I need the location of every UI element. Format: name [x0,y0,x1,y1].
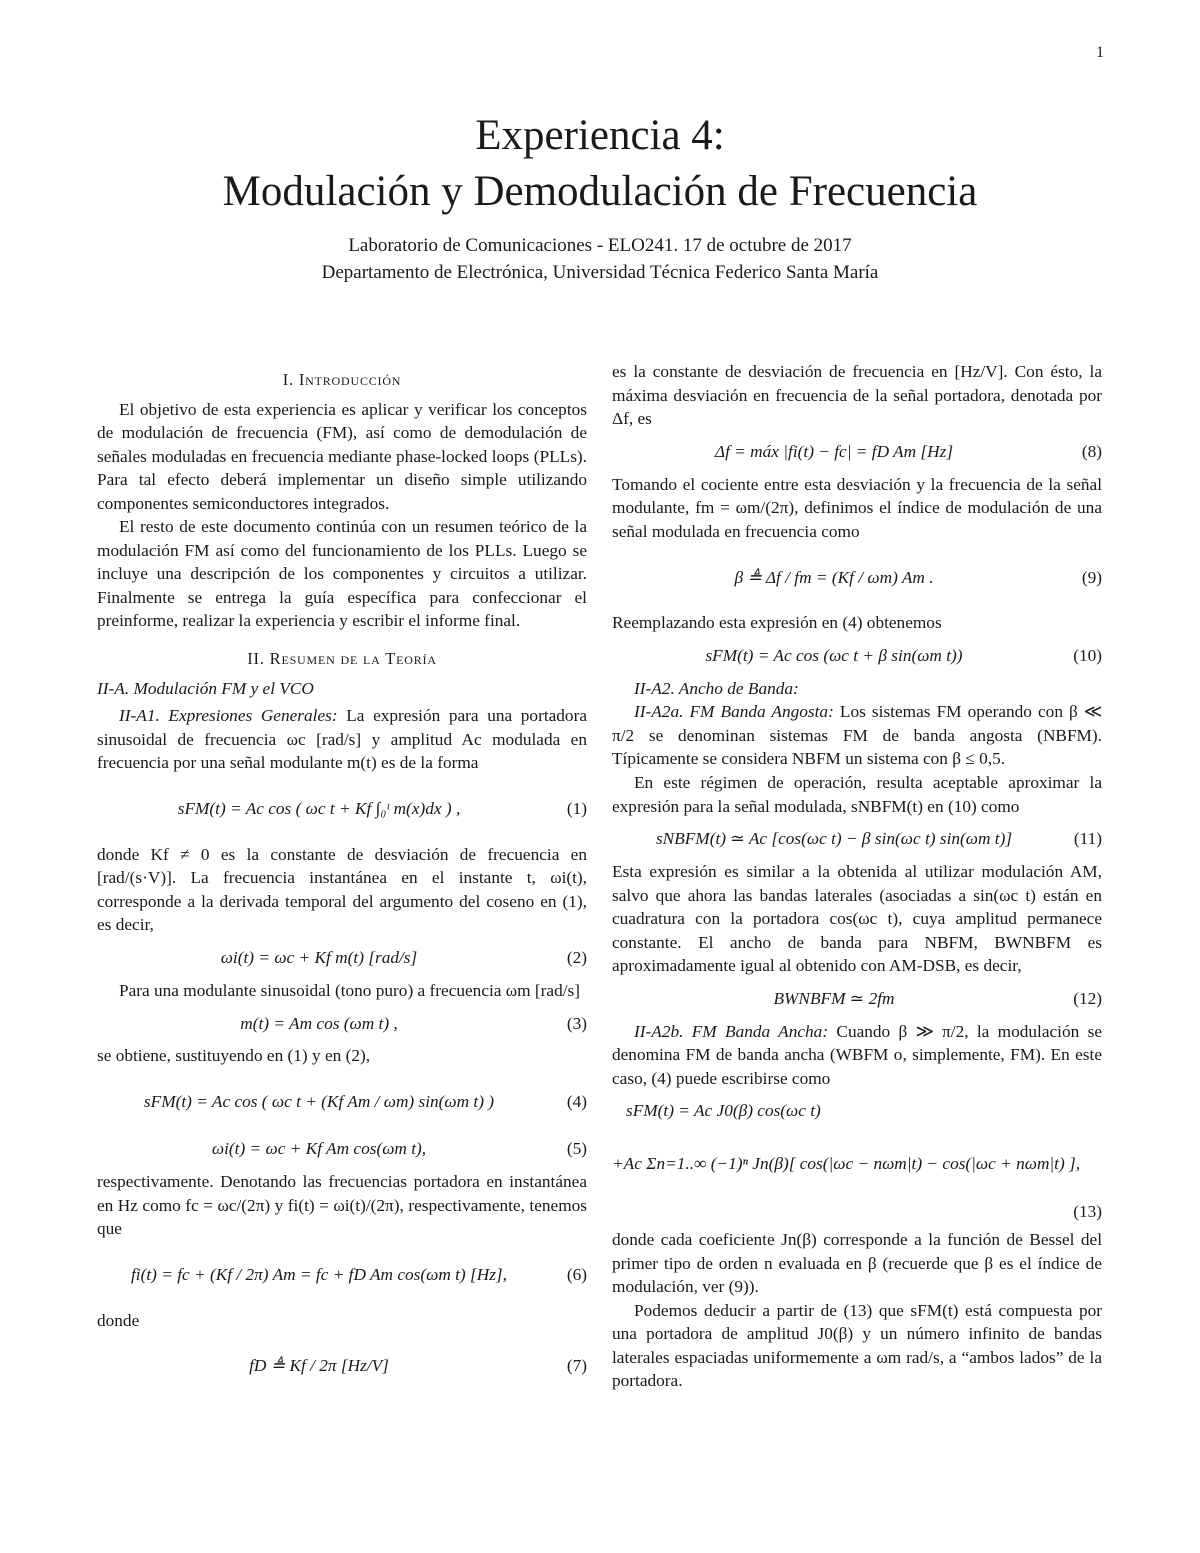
equation-4-body: sFM(t) = Ac cos ( ωc t + (Kf Am / ωm) sin(ωm t) ) [143,1092,495,1112]
equation-4 [97,1076,587,1128]
equation-7 [97,1340,587,1392]
equation-11-number: (11) [1073,829,1102,849]
equation-9-body: β ≜ Δf / fm = (Kf / ωm) Am . [734,567,934,587]
equation-11 [612,826,1102,852]
paragraph-donde: donde [97,1310,140,1330]
subtitle-line-1: Laboratorio de Comunicaciones - ELO241. 17 de octubre de 2017 [348,235,852,256]
paragraph-respectivamente: respectivamente. Denotando las frecuencias portadora en instantánea en Hz como fc = ωc/(2π) y fi(t) = ωi(t)/(2π), respectivamente, tenemos que [97,1172,587,1239]
subtitle-line-2: Departamento de Electrónica, Universidad Técnica Federico Santa María [321,262,879,283]
section-heading-introduccion: I. Introducción [282,370,402,389]
equation-5-number: (5) [566,1139,587,1159]
equation-3 [97,1010,587,1036]
paragraph-bessel: donde cada coeficiente Jn(β) corresponde a la función de Bessel del primer tipo de orden n evaluada en β (recuerde que β es el índice de modulación, ver (9)). [612,1230,1102,1297]
left-column [97,360,587,1400]
paper-subtitle [0,232,1200,286]
equation-12 [612,986,1102,1012]
paragraph-reemplazando: Reemplazando esta expresión en (4) obtenemos [612,613,942,633]
paragraph-podemos-deducir: Podemos deducir a partir de (13) que sFM(t) está compuesta por una portadora de amplitud J0(β) y un número infinito de bandas laterales espaciadas uniformemente a ωm rad/s, a “ambos lados” de la portadora. [612,1300,1102,1391]
equation-1 [97,783,587,835]
paragraph-banda-ancha: Cuando β ≫ π/2, la modulación se denomina FM de banda ancha (WBFM o, simplemente, FM). En este caso, (4) puede escribirse como [612,1021,1102,1088]
section-heading-resumen: II. Resumen de la Teoría [247,649,437,669]
paragraph-banda-angosta: Los sistemas FM operando con β ≪ π/2 se denominan sistemas FM de banda angosta (NBFM). Típicamente se considera NBFM un sistema con β ≤ 0,5. [612,702,1103,769]
equation-12-body: BWNBFM ≃ 2fm [773,989,895,1009]
subsubsection-heading-a2: II-A2. Ancho de Banda: [634,678,799,698]
equation-8-number: (8) [1081,441,1102,461]
subsubsection-heading-a1: II-A1. Expresiones Generales: [119,706,338,726]
equation-6-body: fi(t) = fc + (Kf / 2π) Am = fc + fD Am cos(ωm t) [Hz], [131,1264,507,1284]
subsubsection-heading-a2a: II-A2a. FM Banda Angosta: [634,702,834,722]
equation-13 [612,1096,1102,1224]
equation-8-body: Δf = máx |fi(t) − fc| = fD Am [Hz] [714,441,954,461]
equation-2-number: (2) [566,948,587,968]
equation-1-body: sFM(t) = Ac cos ( ωc t + Kf ∫₀ᵗ m(x)dx ) , [177,798,461,818]
equation-7-number: (7) [566,1356,587,1376]
paragraph-cociente: Tomando el cociente entre esta desviación y la frecuencia de la señal modulante, fm = ωm/(2π), definimos el índice de modulación de una señal modulada en frecuencia como [612,474,1102,541]
paragraph-regimen: En este régimen de operación, resulta aceptable aproximar la expresión para la señal modulada, sNBFM(t) en (10) como [612,773,1102,816]
equation-8 [612,439,1102,465]
paragraph-sustituyendo: se obtiene, sustituyendo en (1) y en (2), [97,1046,371,1066]
subsubsection-heading-a2b: II-A2b. FM Banda Ancha: [634,1021,829,1041]
intro-paragraph-2: El resto de este documento continúa con un resumen teórico de la modulación FM así como del funcionamiento de los PLLs. Luego se incluye una descripción de los componentes y circuitos a utilizar. Finalmente se entrega la guía específica para confeccionar el preinforme, realizar la experiencia y escribir el informe final. [97,517,587,631]
equation-5-body: ωi(t) = ωc + Kf Am cos(ωm t), [211,1139,427,1159]
equation-13-line-1: sFM(t) = Ac J0(β) cos(ωc t) [626,1101,821,1121]
equation-1-number: (1) [566,798,587,818]
equation-10-body: sFM(t) = Ac cos (ωc t + β sin(ωm t)) [705,646,963,666]
equation-10 [612,643,1102,669]
subsection-heading-fm-vco: II-A. Modulación FM y el VCO [97,678,314,698]
page-number: 1 [1096,44,1104,61]
title-line-2: Modulación y Demodulación de Frecuencia [222,168,978,215]
equation-13-number: (13) [1073,1202,1102,1222]
equation-10-number: (10) [1073,646,1102,666]
equation-6 [97,1249,587,1301]
paragraph-donde-kf: donde Kf ≠ 0 es la constante de desviación de frecuencia en [rad/(s·V)]. La frecuencia instantánea en el instante t, ωi(t), corresponde a la derivada temporal del argumento del coseno en (1), es decir, [97,844,587,935]
equation-12-number: (12) [1073,989,1102,1009]
equation-9 [612,551,1102,603]
equation-11-body: sNBFM(t) ≃ Ac [cos(ωc t) − β sin(ωc t) sin(ωm t)] [655,829,1013,849]
right-column [612,360,1102,1393]
equation-7-body: fD ≜ Kf / 2π [Hz/V] [249,1356,389,1376]
equation-2-body: ωi(t) = ωc + Kf m(t) [rad/s] [220,948,418,968]
equation-3-body: m(t) = Am cos (ωm t) , [240,1013,398,1033]
equation-4-number: (4) [566,1092,587,1112]
paragraph-expresiones: La expresión para una portadora sinusoidal de frecuencia ωc [rad/s] y amplitud Ac modulada en frecuencia por una señal modulante m(t) es de la forma [97,706,587,773]
equation-2 [97,945,587,971]
equation-3-number: (3) [566,1013,587,1033]
equation-5 [97,1136,587,1162]
intro-paragraph-1: El objetivo de esta experiencia es aplicar y verificar los conceptos de modulación de frecuencia (FM), así como de demodulación de señales moduladas en frecuencia mediante phase-locked loops (PLLs). Para tal efecto deberá implementar un diseño simple utilizando componentes semiconductores integrados. [97,399,587,513]
paragraph-similar-am: Esta expresión es similar a la obtenida al utilizar modulación AM, salvo que ahora las bandas laterales (asociadas a sin(ωc t) están en cuadratura con la portadora cos(ωc t), cuya amplitud permanece constante. El ancho de banda para NBFM, BWNBFM es aproximadamente igual al obtenido con AM-DSB, es decir, [612,862,1102,976]
paragraph-constante-desviacion: es la constante de desviación de frecuencia en [Hz/V]. Con ésto, la máxima desviación en frecuencia de la señal portadora, denotada por Δf, es [612,362,1102,429]
equation-6-number: (6) [566,1264,587,1284]
equation-9-number: (9) [1081,567,1102,587]
title-line-1: Experiencia 4: [475,112,725,159]
equation-13-line-2: +Ac Σn=1..∞ (−1)ⁿ Jn(β)[ cos(|ωc − nωm|t) − cos(|ωc + nωm|t) ], [612,1153,1081,1173]
paper-title [0,108,1200,220]
paragraph-modulante: Para una modulante sinusoidal (tono puro) a frecuencia ωm [rad/s] [119,980,581,1000]
